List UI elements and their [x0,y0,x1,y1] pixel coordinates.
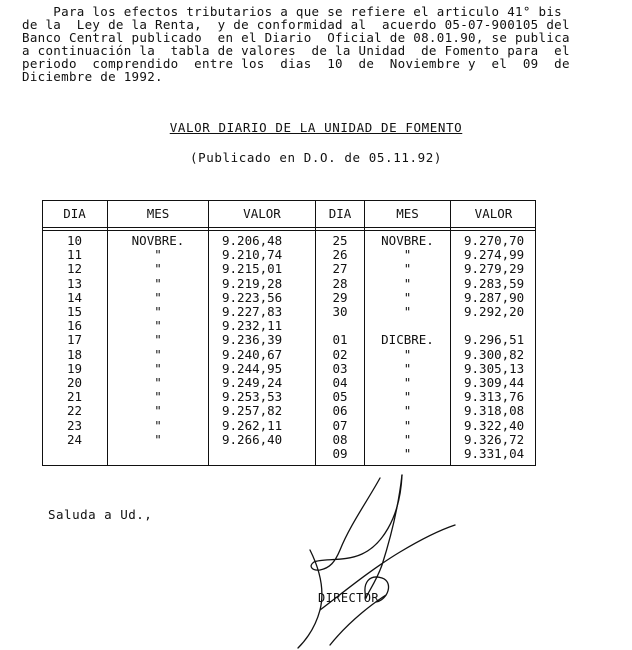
intro-line: a continuación la tabla de valores de la Unidad de Fomento para el [22,43,570,58]
table-cell-mes: " [154,247,162,263]
table-cell-dia: 22 [66,403,83,419]
table-cell-dia: 21 [66,389,83,405]
table-cell-mes: " [154,360,162,376]
table-cell-valor: 9.270,70 [464,233,525,248]
table-cell-mes: " [403,247,412,263]
table-cell-dia: 13 [66,275,83,291]
table-cell-dia: 10 [66,233,83,248]
table-cell-mes: " [403,360,412,376]
column-divider [208,200,209,466]
header-valor: VALOR [243,206,281,221]
table-cell-valor: 9.300,82 [464,346,525,362]
table-cell-dia: 14 [66,289,83,305]
table-cell-mes: " [154,403,162,419]
table-cell-valor: 9.305,13 [464,360,525,376]
header-rule [42,227,536,228]
table-cell-valor: 9.262,11 [222,417,283,433]
signer-title: DIRECTOR [318,591,379,605]
table-cell-mes: " [154,318,162,334]
table-cell-valor: 9.253,53 [222,389,283,405]
header-dia: DIA [63,206,86,221]
intro-line: periodo comprendido entre los dias 10 de Noviembre y el 09 de [22,56,570,71]
table-cell-mes: " [154,375,162,390]
document-title: VALOR DIARIO DE LA UNIDAD DE FOMENTO [169,120,463,135]
table-cell-mes: " [403,346,412,362]
table-cell-mes: NOVBRE. [131,233,185,248]
table-cell-dia: 20 [66,375,83,390]
table-cell-mes: NOVBRE. [381,233,434,248]
table-cell-dia: 26 [332,247,348,263]
salutation: Saluda a Ud., [48,507,153,522]
table-cell-mes: " [403,403,412,419]
table-cell-mes: " [403,289,412,305]
table-cell-dia: 19 [66,360,83,376]
header-mes: MES [396,206,419,221]
table-cell-valor: 9.236,39 [222,332,283,348]
table-cell-dia: 17 [66,332,83,348]
table-cell-valor: 9.219,28 [222,275,283,291]
table-cell-mes: " [403,389,412,405]
table-cell-dia: 24 [66,431,83,447]
table-cell-mes: " [403,275,412,291]
table-cell-mes: " [154,332,162,348]
table-cell-valor: 9.322,40 [464,417,525,433]
table-cell-mes: " [154,346,162,362]
table-cell-valor: 9.223,56 [222,289,283,305]
table-cell-dia: 02 [332,346,348,362]
table-cell-mes: " [403,417,412,433]
table-cell-valor: 9.292,20 [464,304,525,319]
table-cell-valor: 9.244,95 [222,360,283,376]
table-cell-dia: 11 [66,247,83,263]
table-cell-mes: " [403,304,412,319]
intro-paragraph [22,5,626,83]
document-subtitle: (Publicado en D.O. de 05.11.92) [190,150,442,165]
header-mes: MES [146,206,170,221]
table-cell-dia: 03 [332,360,348,376]
table-cell-dia: 18 [66,346,83,362]
intro-line: Para los efectos tributarios a que se refiere el articulo 41° bis [22,4,562,19]
table-cell-valor: 9.318,08 [464,403,525,419]
table-cell-dia: 25 [332,233,348,248]
table-cell-dia: 29 [332,289,348,305]
table-cell-valor: 9.287,90 [464,289,525,305]
table-cell-mes: " [403,375,412,390]
table-cell-valor: 9.232,11 [222,318,283,334]
table-cell-dia: 12 [66,261,83,277]
table-cell-dia: 08 [332,431,348,447]
table-cell-mes: " [154,289,162,305]
table-cell-mes: DICBRE. [381,332,434,348]
table-cell-valor: 9.283,59 [464,275,525,291]
table-cell-valor: 9.206,48 [222,233,283,248]
header-dia: DIA [328,206,352,221]
handwritten-signature-icon [290,470,460,650]
table-cell-valor: 9.313,76 [464,389,525,405]
table-cell-valor: 9.240,67 [222,346,283,362]
intro-line: Banco Central publicado en el Diario Oficial de 08.01.90, se publica [22,30,570,45]
table-cell-valor: 9.215,01 [222,261,283,277]
table-cell-dia: 09 [332,446,348,461]
intro-line: Diciembre de 1992. [22,69,163,84]
table-cell-dia: 04 [332,375,348,390]
table-cell-valor: 9.274,99 [464,247,525,263]
table-cell-dia: 27 [332,261,348,277]
table-cell-dia: 05 [332,389,348,405]
table-cell-valor: 9.266,40 [222,431,283,447]
table-cell-mes: " [154,417,162,433]
table-cell-mes: " [403,431,412,447]
table-cell-mes: " [154,275,162,291]
table-cell-dia: 30 [332,304,348,319]
table-cell-valor: 9.210,74 [222,247,283,263]
intro-line: de la Ley de la Renta, y de conformidad al acuerdo 05-07-900105 del [22,17,570,32]
table-cell-mes: " [403,446,412,461]
table-cell-valor: 9.249,24 [222,375,283,390]
table-cell-dia: 28 [332,275,348,291]
table-cell-mes: " [154,431,162,447]
table-cell-mes: " [154,304,162,319]
column-divider [450,200,451,466]
table-cell-mes: " [403,261,412,277]
table-cell-valor: 9.296,51 [464,332,525,348]
table-cell-mes: " [154,261,162,277]
table-cell-dia: 23 [66,417,83,433]
table-cell-dia: 07 [332,417,348,433]
table-cell-valor: 9.279,29 [464,261,525,277]
uf-value-table [42,200,536,466]
table-cell-valor: 9.326,72 [464,431,525,447]
table-cell-valor: 9.227,83 [222,304,283,319]
table-cell-dia: 15 [66,304,83,319]
table-cell-valor: 9.309,44 [464,375,525,390]
table-cell-dia: 01 [332,332,348,348]
table-cell-valor: 9.331,04 [464,446,525,461]
table-cell-dia: 06 [332,403,348,419]
header-valor: VALOR [474,206,513,221]
table-cell-dia: 16 [66,318,83,334]
table-cell-mes: " [154,389,162,405]
table-cell-valor: 9.257,82 [222,403,283,419]
header-rule-double [42,230,536,231]
